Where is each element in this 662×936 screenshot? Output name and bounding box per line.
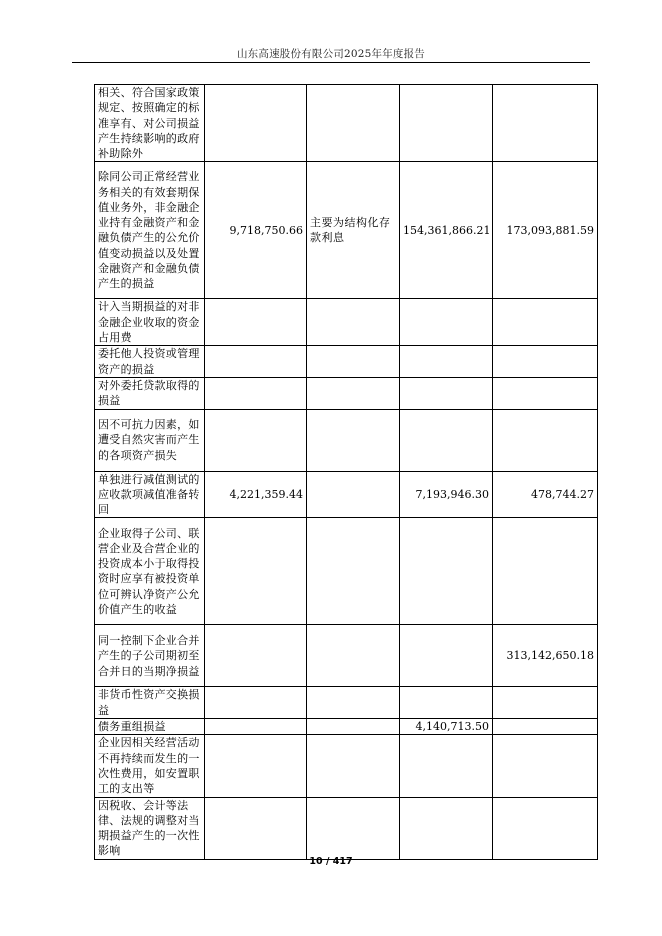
row-item: 因不可抗力因素，如遭受自然灾害而产生的各项资产损失 <box>95 409 205 471</box>
row-amount-current <box>205 735 307 797</box>
table-row <box>95 377 598 409</box>
row-amount-prev1 <box>400 625 493 687</box>
row-amount-current <box>205 409 307 471</box>
table-row <box>95 687 598 719</box>
page-header: 山东高速股份有限公司2025年年度报告 <box>236 48 426 60</box>
row-amount-prev1 <box>400 299 493 346</box>
row-amount-prev2 <box>493 719 598 735</box>
row-amount-prev1: 154,361,866.21 <box>400 162 493 299</box>
table-row <box>95 409 598 471</box>
row-item: 同一控制下企业合并产生的子公司期初至合并日的当期净损益 <box>95 625 205 687</box>
row-amount-prev2: 478,744.27 <box>493 471 598 518</box>
row-amount-current <box>205 687 307 719</box>
row-amount-current <box>205 625 307 687</box>
row-note <box>307 625 400 687</box>
row-amount-prev2 <box>493 346 598 378</box>
row-item: 计入当期损益的对非金融企业收取的资金占用费 <box>95 299 205 346</box>
row-item: 债务重组损益 <box>95 719 205 735</box>
row-amount-prev2 <box>493 735 598 797</box>
row-note <box>307 471 400 518</box>
row-amount-prev1 <box>400 409 493 471</box>
non-recurring-gains-table <box>94 84 598 860</box>
table-row <box>95 471 598 518</box>
row-amount-current: 9,718,750.66 <box>205 162 307 299</box>
row-amount-prev2: 313,142,650.18 <box>493 625 598 687</box>
row-item: 企业因相关经营活动不再持续而发生的一次性费用，如安置职工的支出等 <box>95 735 205 797</box>
row-item: 对外委托贷款取得的损益 <box>95 377 205 409</box>
table-row <box>95 85 598 162</box>
row-amount-prev1 <box>400 797 493 859</box>
row-note <box>307 409 400 471</box>
row-amount-prev1 <box>400 346 493 378</box>
row-note <box>307 687 400 719</box>
row-amount-prev2: 173,093,881.59 <box>493 162 598 299</box>
page-number: 10 / 417 <box>309 856 353 867</box>
table-row <box>95 735 598 797</box>
row-note <box>307 518 400 625</box>
row-note <box>307 346 400 378</box>
row-amount-current <box>205 518 307 625</box>
row-amount-prev1: 4,140,713.50 <box>400 719 493 735</box>
row-item: 委托他人投资或管理资产的损益 <box>95 346 205 378</box>
row-amount-prev2 <box>493 687 598 719</box>
row-amount-current <box>205 299 307 346</box>
row-note: 主要为结构化存款利息 <box>307 162 400 299</box>
row-note <box>307 797 400 859</box>
row-amount-current <box>205 719 307 735</box>
table-row <box>95 797 598 859</box>
row-amount-prev1 <box>400 518 493 625</box>
row-amount-prev2 <box>493 377 598 409</box>
row-amount-current <box>205 377 307 409</box>
row-item: 企业取得子公司、联营企业及合营企业的投资成本小于取得投资时应享有被投资单位可辨认净资产公允价值产生的收益 <box>95 518 205 625</box>
row-item: 因税收、会计等法律、法规的调整对当期损益产生的一次性影响 <box>95 797 205 859</box>
header-rule <box>72 62 590 63</box>
row-amount-prev1 <box>400 687 493 719</box>
row-amount-prev1: 7,193,946.30 <box>400 471 493 518</box>
row-amount-prev2 <box>493 85 598 162</box>
table-row <box>95 346 598 378</box>
row-amount-prev2 <box>493 518 598 625</box>
row-item: 相关、符合国家政策规定、按照确定的标准享有、对公司损益产生持续影响的政府补助除外 <box>95 85 205 162</box>
row-amount-current <box>205 797 307 859</box>
row-item: 单独进行减值测试的应收款项减值准备转回 <box>95 471 205 518</box>
row-amount-prev2 <box>493 797 598 859</box>
row-note <box>307 85 400 162</box>
row-amount-current <box>205 85 307 162</box>
row-item: 除同公司正常经营业务相关的有效套期保值业务外，非金融企业持有金融资产和金融负债产生的公允价值变动损益以及处置金融资产和金融负债产生的损益 <box>95 162 205 299</box>
table-row <box>95 625 598 687</box>
row-amount-prev1 <box>400 85 493 162</box>
row-note <box>307 719 400 735</box>
row-note <box>307 299 400 346</box>
row-note <box>307 735 400 797</box>
table-row <box>95 518 598 625</box>
row-amount-prev2 <box>493 409 598 471</box>
row-item: 非货币性资产交换损益 <box>95 687 205 719</box>
row-amount-prev2 <box>493 299 598 346</box>
table-row <box>95 719 598 735</box>
table-row <box>95 162 598 299</box>
row-amount-current: 4,221,359.44 <box>205 471 307 518</box>
row-note <box>307 377 400 409</box>
row-amount-prev1 <box>400 735 493 797</box>
row-amount-current <box>205 346 307 378</box>
table-row <box>95 299 598 346</box>
row-amount-prev1 <box>400 377 493 409</box>
